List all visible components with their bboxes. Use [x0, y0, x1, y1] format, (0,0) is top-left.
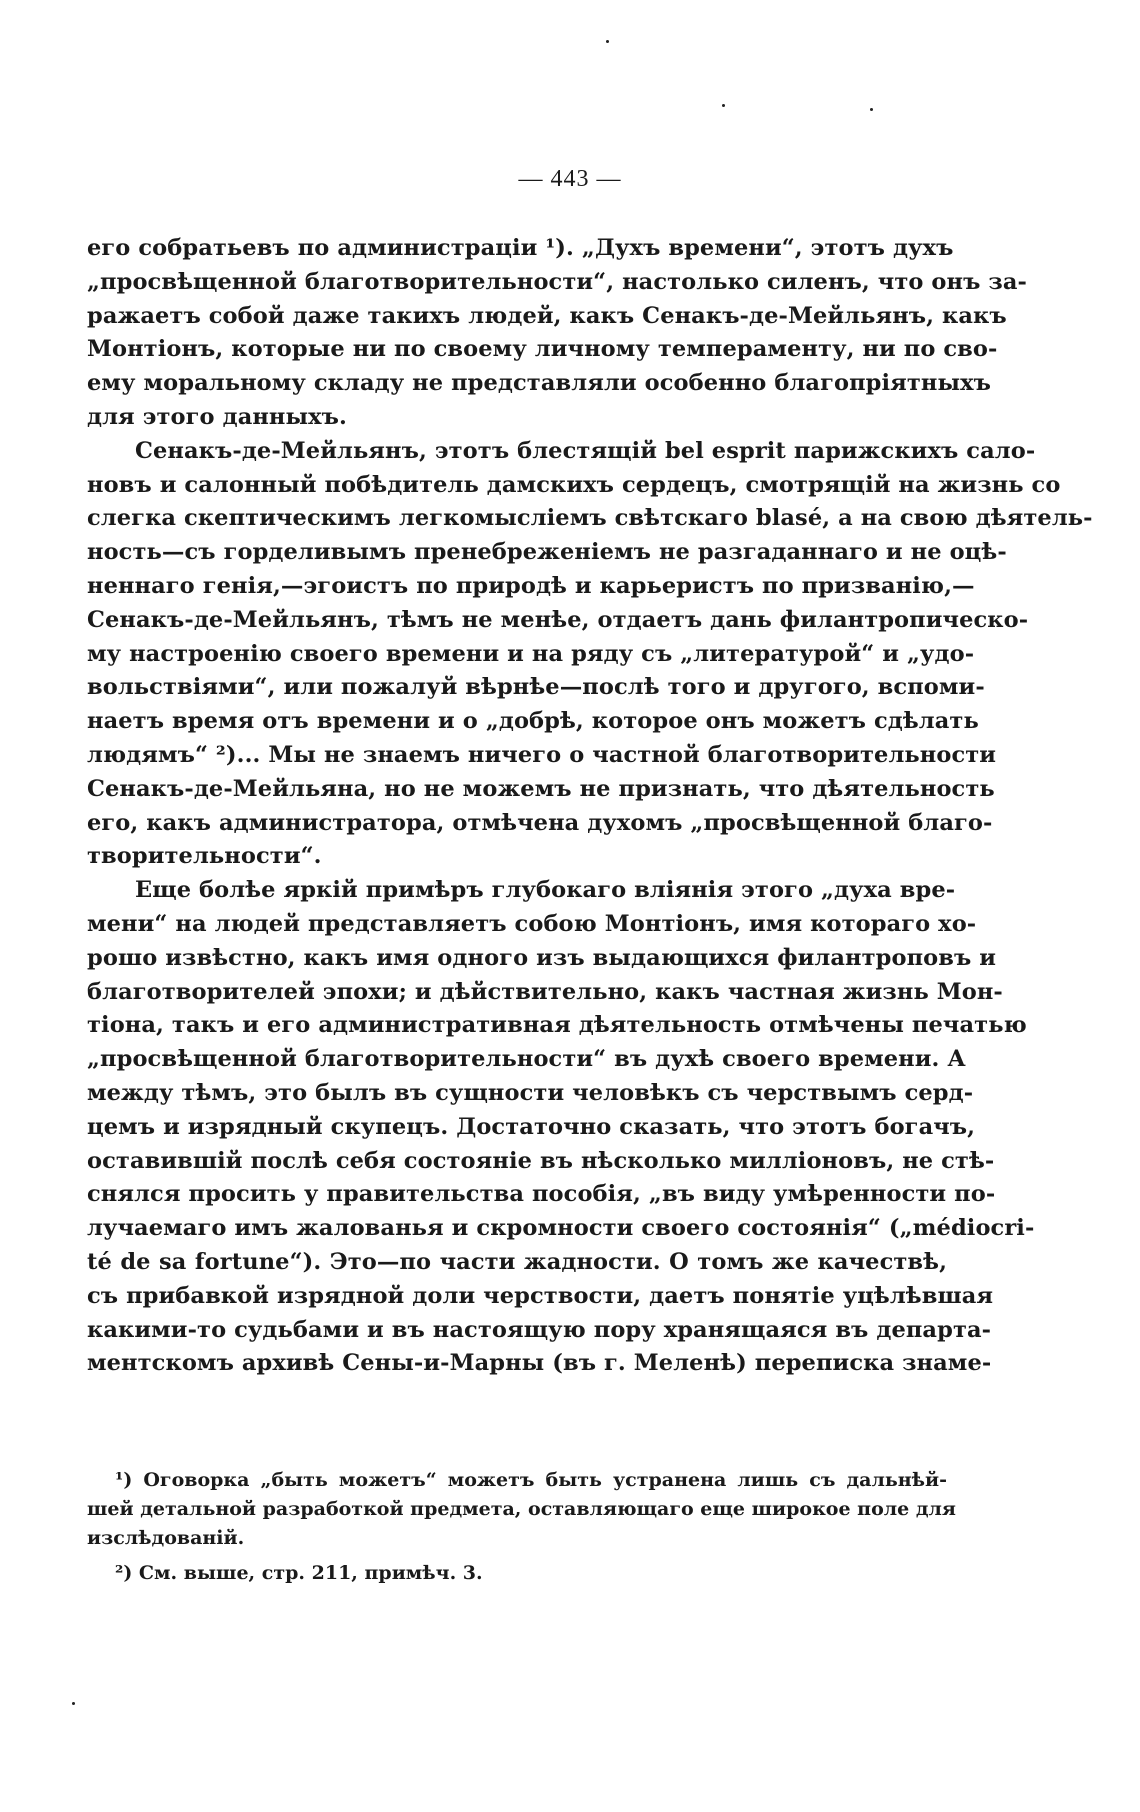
footnote-line: изслѣдованій.: [87, 1527, 245, 1549]
text-line: съ прибавкой изрядной доли черствости, даетъ понятіе уцѣлѣвшая: [87, 1282, 994, 1309]
text-line: людямъ“ ²)... Мы не знаемъ ничего о частной благотворительности: [87, 741, 997, 768]
text-line: тіона, такъ и его административная дѣятельность отмѣчены печатью: [87, 1012, 1027, 1039]
text-line: „просвѣщенной благотворительности“, настолько силенъ, что онъ за-: [87, 268, 1027, 295]
paragraph: [87, 874, 1035, 1381]
paragraph: [87, 232, 1027, 435]
text-line: слегка скептическимъ легкомысліемъ свѣтскаго blasé, а на свою дѣятель-: [87, 505, 1093, 532]
text-line: ему моральному складу не представляли особенно благопріятныхъ: [87, 370, 992, 397]
text-line: „просвѣщенной благотворительности“ въ духѣ своего времени. А: [87, 1046, 966, 1073]
text-line: новъ и салонный побѣдитель дамскихъ сердецъ, смотрящій на жизнь со: [87, 471, 1061, 498]
text-line: для этого данныхъ.: [87, 403, 347, 430]
text-line: цемъ и изрядный скупецъ. Достаточно сказать, что этотъ богачъ,: [87, 1113, 976, 1140]
footnotes: [87, 1466, 956, 1588]
text-line: лучаемаго имъ жалованья и скромности своего состоянія“ („médiocri-: [87, 1215, 1035, 1242]
text-line: té de sa fortune“). Это—по части жадности. О томъ же качествѣ,: [87, 1248, 947, 1275]
footnote: [87, 1466, 956, 1553]
page-number: — 443 —: [518, 166, 622, 192]
text-line: Еще болѣе яркій примѣръ глубокаго вліянія этого „духа вре-: [135, 877, 956, 904]
text-line: между тѣмъ, это былъ въ сущности человѣкъ съ черствымъ серд-: [87, 1079, 974, 1106]
footnote-line: шей детальной разработкой предмета, оставляющаго еще широкое поле для: [87, 1498, 956, 1520]
text-line: рошо извѣстно, какъ имя одного изъ выдающихся филантроповъ и: [87, 944, 997, 971]
text-line: му настроенію своего времени и на ряду съ „литературой“ и „удо-: [87, 640, 975, 667]
scan-speck: [870, 108, 873, 111]
text-line: его, какъ администратора, отмѣчена духомъ „просвѣщенной благо-: [87, 809, 993, 836]
text-line: наетъ время отъ времени и о „добрѣ, которое онъ можетъ сдѣлать: [87, 708, 979, 735]
text-line: ность—съ горделивымъ пренебреженіемъ не разгаданнаго и не оцѣ-: [87, 539, 1007, 566]
footnote-line: ¹) Оговорка „быть можетъ“ можетъ быть устранена лишь съ дальнѣй-: [115, 1469, 947, 1491]
text-line: снялся просить у правительства пособія, „въ виду умѣренности по-: [87, 1181, 996, 1208]
text-line: Сенакъ-де-Мейльянъ, тѣмъ не менѣе, отдаетъ дань филантропическо-: [87, 606, 1029, 633]
text-line: ментскомъ архивѣ Сены-и-Марны (въ г. Меленѣ) переписка знаме-: [87, 1350, 992, 1377]
text-line: неннаго генія,—эгоистъ по природѣ и карьеристъ по призванію,—: [87, 572, 975, 599]
text-line: Монтіонъ, которые ни по своему личному темпераменту, ни по сво-: [87, 336, 998, 363]
footnote: [87, 1559, 947, 1588]
text-line: Сенакъ-де-Мейльяна, но не можемъ не признать, что дѣятельность: [87, 775, 995, 802]
text-line: творительности“.: [87, 843, 322, 870]
body-text: [87, 232, 1093, 1381]
text-line: вольствіями“, или пожалуй вѣрнѣе—послѣ того и другого, вспоми-: [87, 674, 985, 701]
text-line: его собратьевъ по администраціи ¹). „Духъ времени“, этотъ духъ: [87, 235, 954, 261]
text-line: оставившій послѣ себя состояніе въ нѣсколько милліоновъ, не стѣ-: [87, 1147, 995, 1174]
footnote-line: ²) См. выше, стр. 211, примѣч. 3.: [115, 1562, 483, 1584]
text-line: Сенакъ-де-Мейльянъ, этотъ блестящій bel esprit парижскихъ сало-: [135, 437, 1036, 464]
scan-speck: [72, 1702, 75, 1705]
scan-speck: [722, 104, 725, 107]
text-line: ражаетъ собой даже такихъ людей, какъ Сенакъ-де-Мейльянъ, какъ: [87, 302, 1007, 329]
text-line: благотворителей эпохи; и дѣйствительно, какъ частная жизнь Мон-: [87, 978, 1003, 1005]
text-line: мени“ на людей представляетъ собою Монтіонъ, имя котораго хо-: [87, 910, 977, 937]
paragraph: [87, 435, 1093, 874]
text-line: какими-то судьбами и въ настоящую пору хранящаяся въ департа-: [87, 1316, 992, 1343]
scan-speck: [606, 40, 609, 43]
